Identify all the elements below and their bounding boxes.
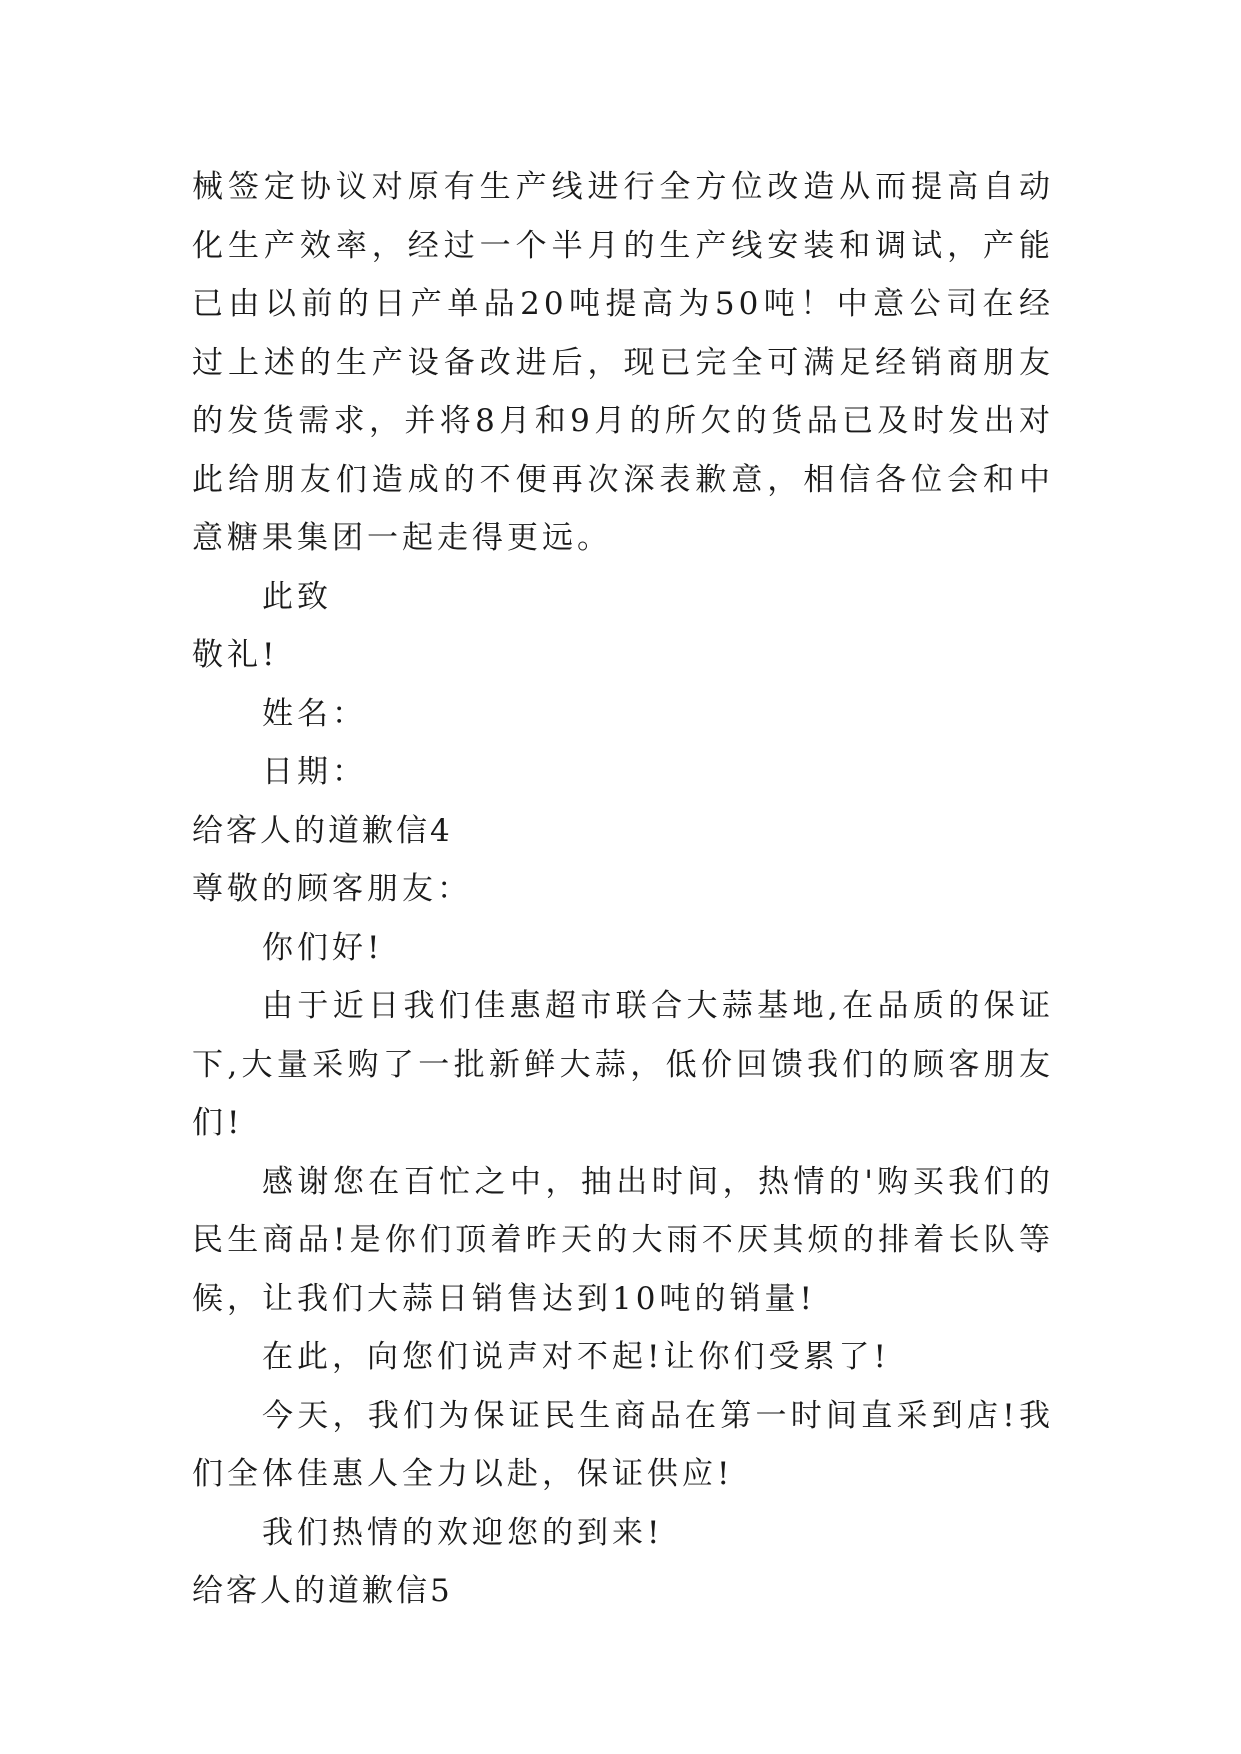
- letter-hello: 你们好!: [262, 929, 384, 966]
- paragraph-continuation: 械签定协议对原有生产线进行全方位改造从而提高自动化生产效率，经过一个半月的生产线安装和调试，产能已由以前的日产单品20吨提高为50吨！中意公司在经过上述的生产设备改进后，现已完全可满足经销商朋友的发货需求，并将8月和9月的所欠的货品已及时发出对此给朋友们造成的不便再次深表歉意，相信各位会和中意糖果集团一起走得更远。: [192, 169, 1054, 556]
- letter-heading: 给客人的道歉信4: [192, 812, 453, 849]
- body-paragraph: 感谢您在百忙之中，抽出时间，热情的'购买我们的民生商品!是你们顶着昨天的大雨不厌其烦的排着长队等候，让我们大蒜日销售达到10吨的销量!: [192, 1163, 1054, 1317]
- body-paragraph: 由于近日我们佳惠超市联合大蒜基地,在品质的保证下,大量采购了一批新鲜大蒜，低价回馈我们的顾客朋友们!: [192, 988, 1054, 1141]
- signature-date-field: 日期：: [262, 754, 367, 790]
- closing-regards: 敬礼!: [192, 637, 279, 673]
- letter-heading: 给客人的道歉信5: [192, 1573, 453, 1609]
- document-body: [192, 158, 1054, 1621]
- closing-salutation: 此致: [262, 578, 332, 615]
- body-paragraph: 我们热情的欢迎您的到来!: [262, 1514, 664, 1551]
- signature-name-field: 姓名：: [262, 695, 367, 732]
- body-paragraph: 在此，向您们说声对不起!让你们受累了!: [262, 1339, 890, 1375]
- letter-greeting: 尊敬的顾客朋友：: [192, 871, 472, 907]
- body-paragraph: 今天，我们为保证民生商品在第一时间直采到店!我们全体佳惠人全力以赴，保证供应!: [192, 1397, 1054, 1492]
